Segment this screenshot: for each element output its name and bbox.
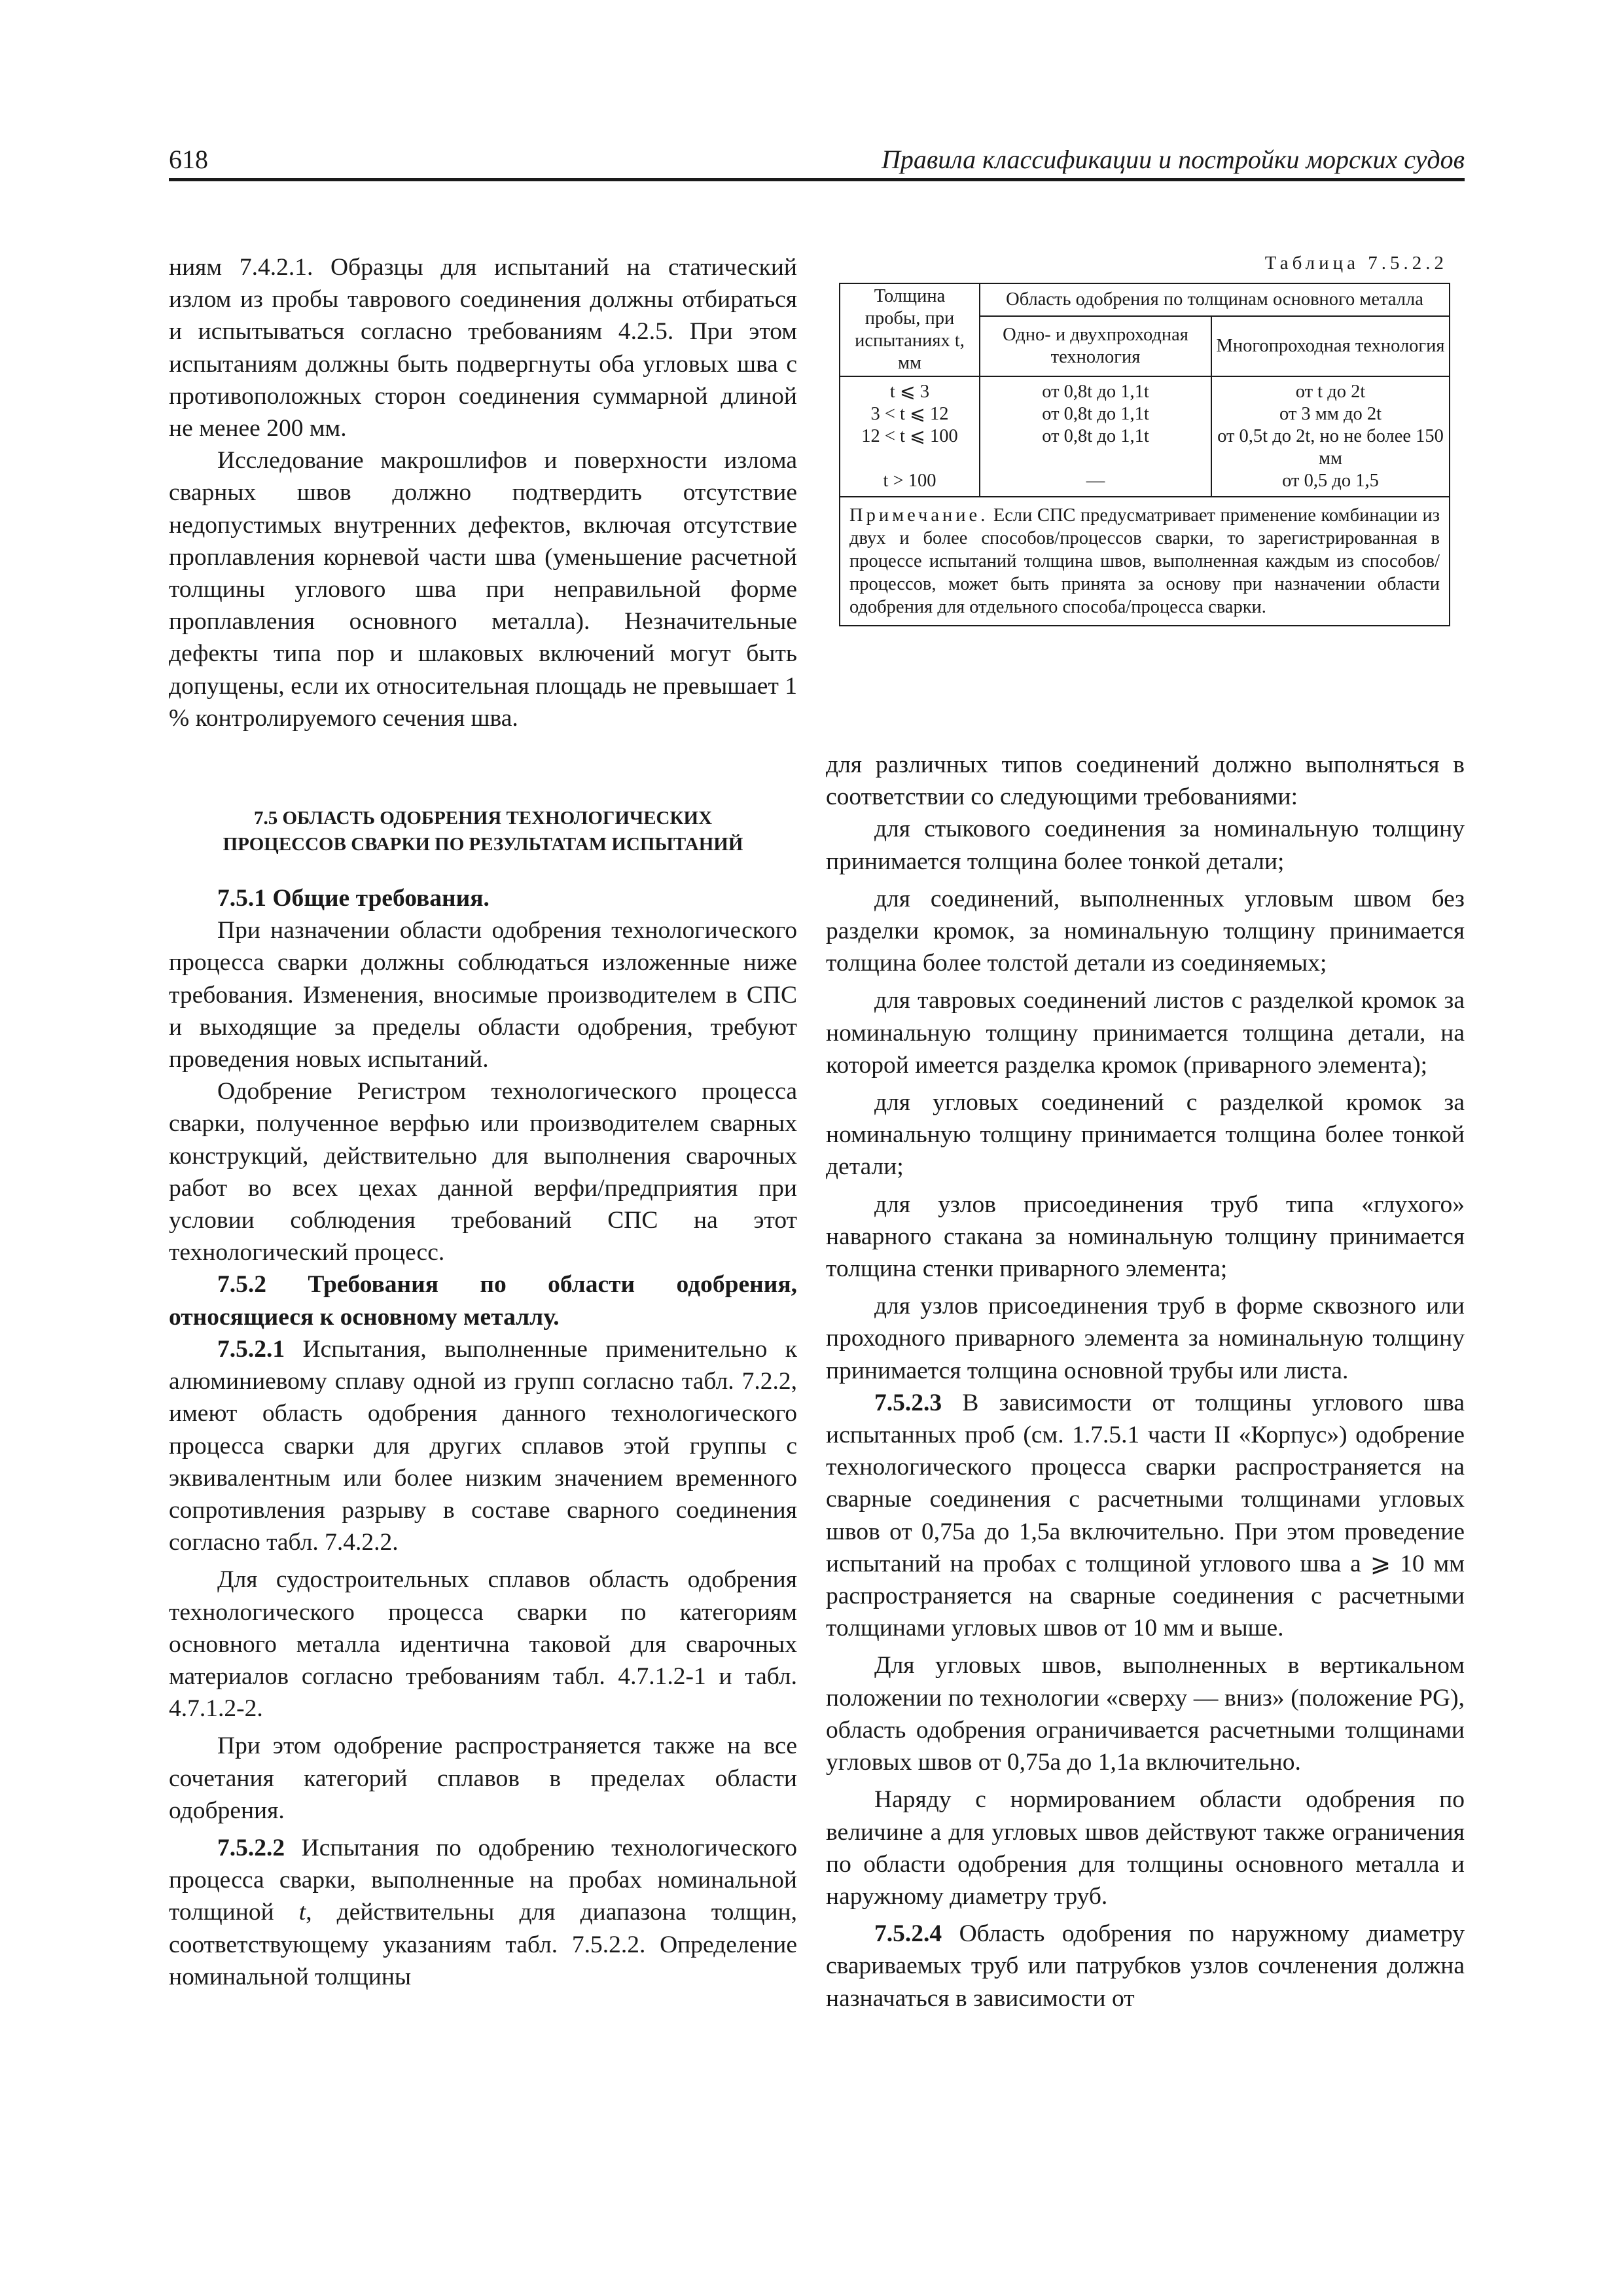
paragraph: для угловых соединений с разделкой кромок за номинальную толщину принимается толщина более тонкой детали; <box>826 1089 1465 1181</box>
paragraph: Для судостроительных сплавов область одобрения технологического процесса сварки по категориям основного металла идентична таковой для сварочных материалов согласно требованиям табл. 4.7.1.2-1 и табл. 4.7.1.2-2. <box>169 1566 797 1723</box>
paragraph: 7.5.2.4 Область одобрения по наружному диаметру свариваемых труб или патрубков узлов сочленения должна назначаться в зависимости от <box>826 1920 1465 2012</box>
paragraph: При назначении области одобрения технологического процесса сварки должны соблюдаться изложенные ниже требования. Изменения, вносимые производителем в СПС и выходящие за пределы области одобрения, требуют проведения новых испытаний. <box>169 917 797 1073</box>
subsection-heading: 7.5.2 Требования по области одобрения, относящиеся к основному металлу. <box>169 1271 797 1331</box>
section-heading: 7.5 ОБЛАСТЬ ОДОБРЕНИЯ ТЕХНОЛОГИЧЕСКИХ ПРОЦЕССОВ СВАРКИ ПО РЕЗУЛЬТАТАМ ИСПЫТАНИЙ <box>223 808 743 855</box>
paragraph: для тавровых соединений листов с разделкой кромок за номинальную толщину принимается толщина детали, на которой имеется разделка кромок (приварного элемента); <box>826 987 1465 1079</box>
table-header-single-pass: Одно- и двухпроходная технология <box>980 316 1211 376</box>
paragraph: Для угловых швов, выполненных в вертикальном положении по технологии «сверху — вниз» (положение PG), область одобрения ограничивается расчетными толщинами угловых швов от 0,75a до 1,1a включительно. <box>826 1652 1465 1776</box>
paragraph: 7.5.2.3 В зависимости от толщины углового шва испытанных проб (см. 1.7.5.1 части II «Корпус») одобрение технологического процесса сварки распространяется на сварные соединения с расчетными толщинами угловых швов от 0,75a до 1,5a включительно. При этом проведение испытаний на пробах с толщиной углового шва a ⩾ 10 мм распространяется на сварные соединения с расчетными толщинами угловых швов от 10 мм и выше. <box>826 1389 1465 1642</box>
table-caption: Таблица 7.5.2.2 <box>1264 253 1448 274</box>
header-rule <box>169 178 1465 181</box>
running-title: Правила классификации и постройки морских судов <box>881 145 1465 174</box>
paragraph: Исследование макрошлифов и поверхности излома сварных швов должно подтвердить отсутствие недопустимых внутренних дефектов, включая отсутствие проплавления корневой части шва (уменьшение расчетной толщины углового шва при неправильной форме проплавления основного металла). Незначительные дефекты типа пор и шлаковых включений могут быть допущены, если их относительная площадь не превышает 1 % контролируемого сечения шва. <box>169 447 797 732</box>
paragraph: для узлов присоединения труб в форме сквозного или проходного приварного элемента за номинальную толщину принимается толщина основной трубы или листа. <box>826 1293 1465 1384</box>
table-header-multi-pass: Многопроходная технология <box>1211 316 1450 376</box>
paragraph: для различных типов соединений должно выполняться в соответствии со следующими требованиями: <box>826 751 1465 811</box>
paragraph: ниям 7.4.2.1. Образцы для испытаний на статический излом из пробы таврового соединения должны отбираться и испытываться согласно требованиям 4.2.5. При этом испытаниям должны быть подвергнуты оба угловых шва с противоположных сторон соединения суммарной длиной не менее 200 мм. <box>169 254 797 442</box>
subsection-heading: 7.5.1 Общие требования. <box>217 885 490 912</box>
paragraph: При этом одобрение распространяется также на все сочетания категорий сплавов в пределах области одобрения. <box>169 1732 797 1824</box>
paragraph: для соединений, выполненных угловым швом без разделки кромок, за номинальную толщину принимается толщина более толстой детали из соединяемых; <box>826 885 1465 977</box>
paragraph: Наряду с нормированием области одобрения по величине a для угловых швов действуют также ограничения по области одобрения для толщины основного металла и наружному диаметру труб. <box>826 1786 1465 1910</box>
left-column <box>169 251 797 1993</box>
table-header-span: Область одобрения по толщинам основного металла <box>980 283 1450 316</box>
table-note: Примечание. Если СПС предусматривает применение комбинации из двух и более способов/процессов сварки, то зарегистрированная в процессе испытаний толщина швов, выполненная каждым из способов/процессов, может быть принята за основу при назначении области одобрения для отдельного способа/процесса сварки. <box>840 497 1450 626</box>
thickness-table <box>839 283 1450 626</box>
table-col-range: t ⩽ 3 3 < t ⩽ 12 12 < t ⩽ 100 t > 100 <box>840 376 980 497</box>
page-number: 618 <box>169 145 208 174</box>
paragraph: 7.5.2.1 Испытания, выполненные применительно к алюминиевому сплаву одной из групп согласно табл. 7.2.2, имеют область одобрения данного технологического процесса сварки для других сплавов этой группы с эквивалентным или более низким значением временного сопротивления разрыву в составе сварного соединения согласно табл. 7.4.2.2. <box>169 1335 797 1556</box>
table-header-thickness: Толщина пробы, при испытаниях t, мм <box>840 283 980 376</box>
table-col-multi: от t до 2t от 3 мм до 2t от 0,5t до 2t, но не более 150 мм от 0,5 до 1,5 <box>1211 376 1450 497</box>
paragraph: Одобрение Регистром технологического процесса сварки, полученное верфью или производителем сварных конструкций, действительно для выполнения сварочных работ во всех цехах данной верфи/предприятия при условии соблюдения требований СПС на этот технологический процесс. <box>169 1078 797 1266</box>
paragraph: 7.5.2.2 Испытания по одобрению технологического процесса сварки, выполненные на пробах номинальной толщиной t, действительны для диапазона толщин, соответствующему указаниям табл. 7.5.2.2. Определение номинальной толщины <box>169 1834 797 1990</box>
paragraph: для стыкового соединения за номинальную толщину принимается толщина более тонкой детали; <box>826 816 1465 875</box>
table-col-single: от 0,8t до 1,1t от 0,8t до 1,1t от 0,8t до 1,1t — <box>980 376 1211 497</box>
paragraph: для узлов присоединения труб типа «глухого» наварного стакана за номинальную толщину принимается толщина стенки приварного элемента; <box>826 1191 1465 1283</box>
page-header <box>169 144 1465 178</box>
right-column <box>826 749 1465 2015</box>
